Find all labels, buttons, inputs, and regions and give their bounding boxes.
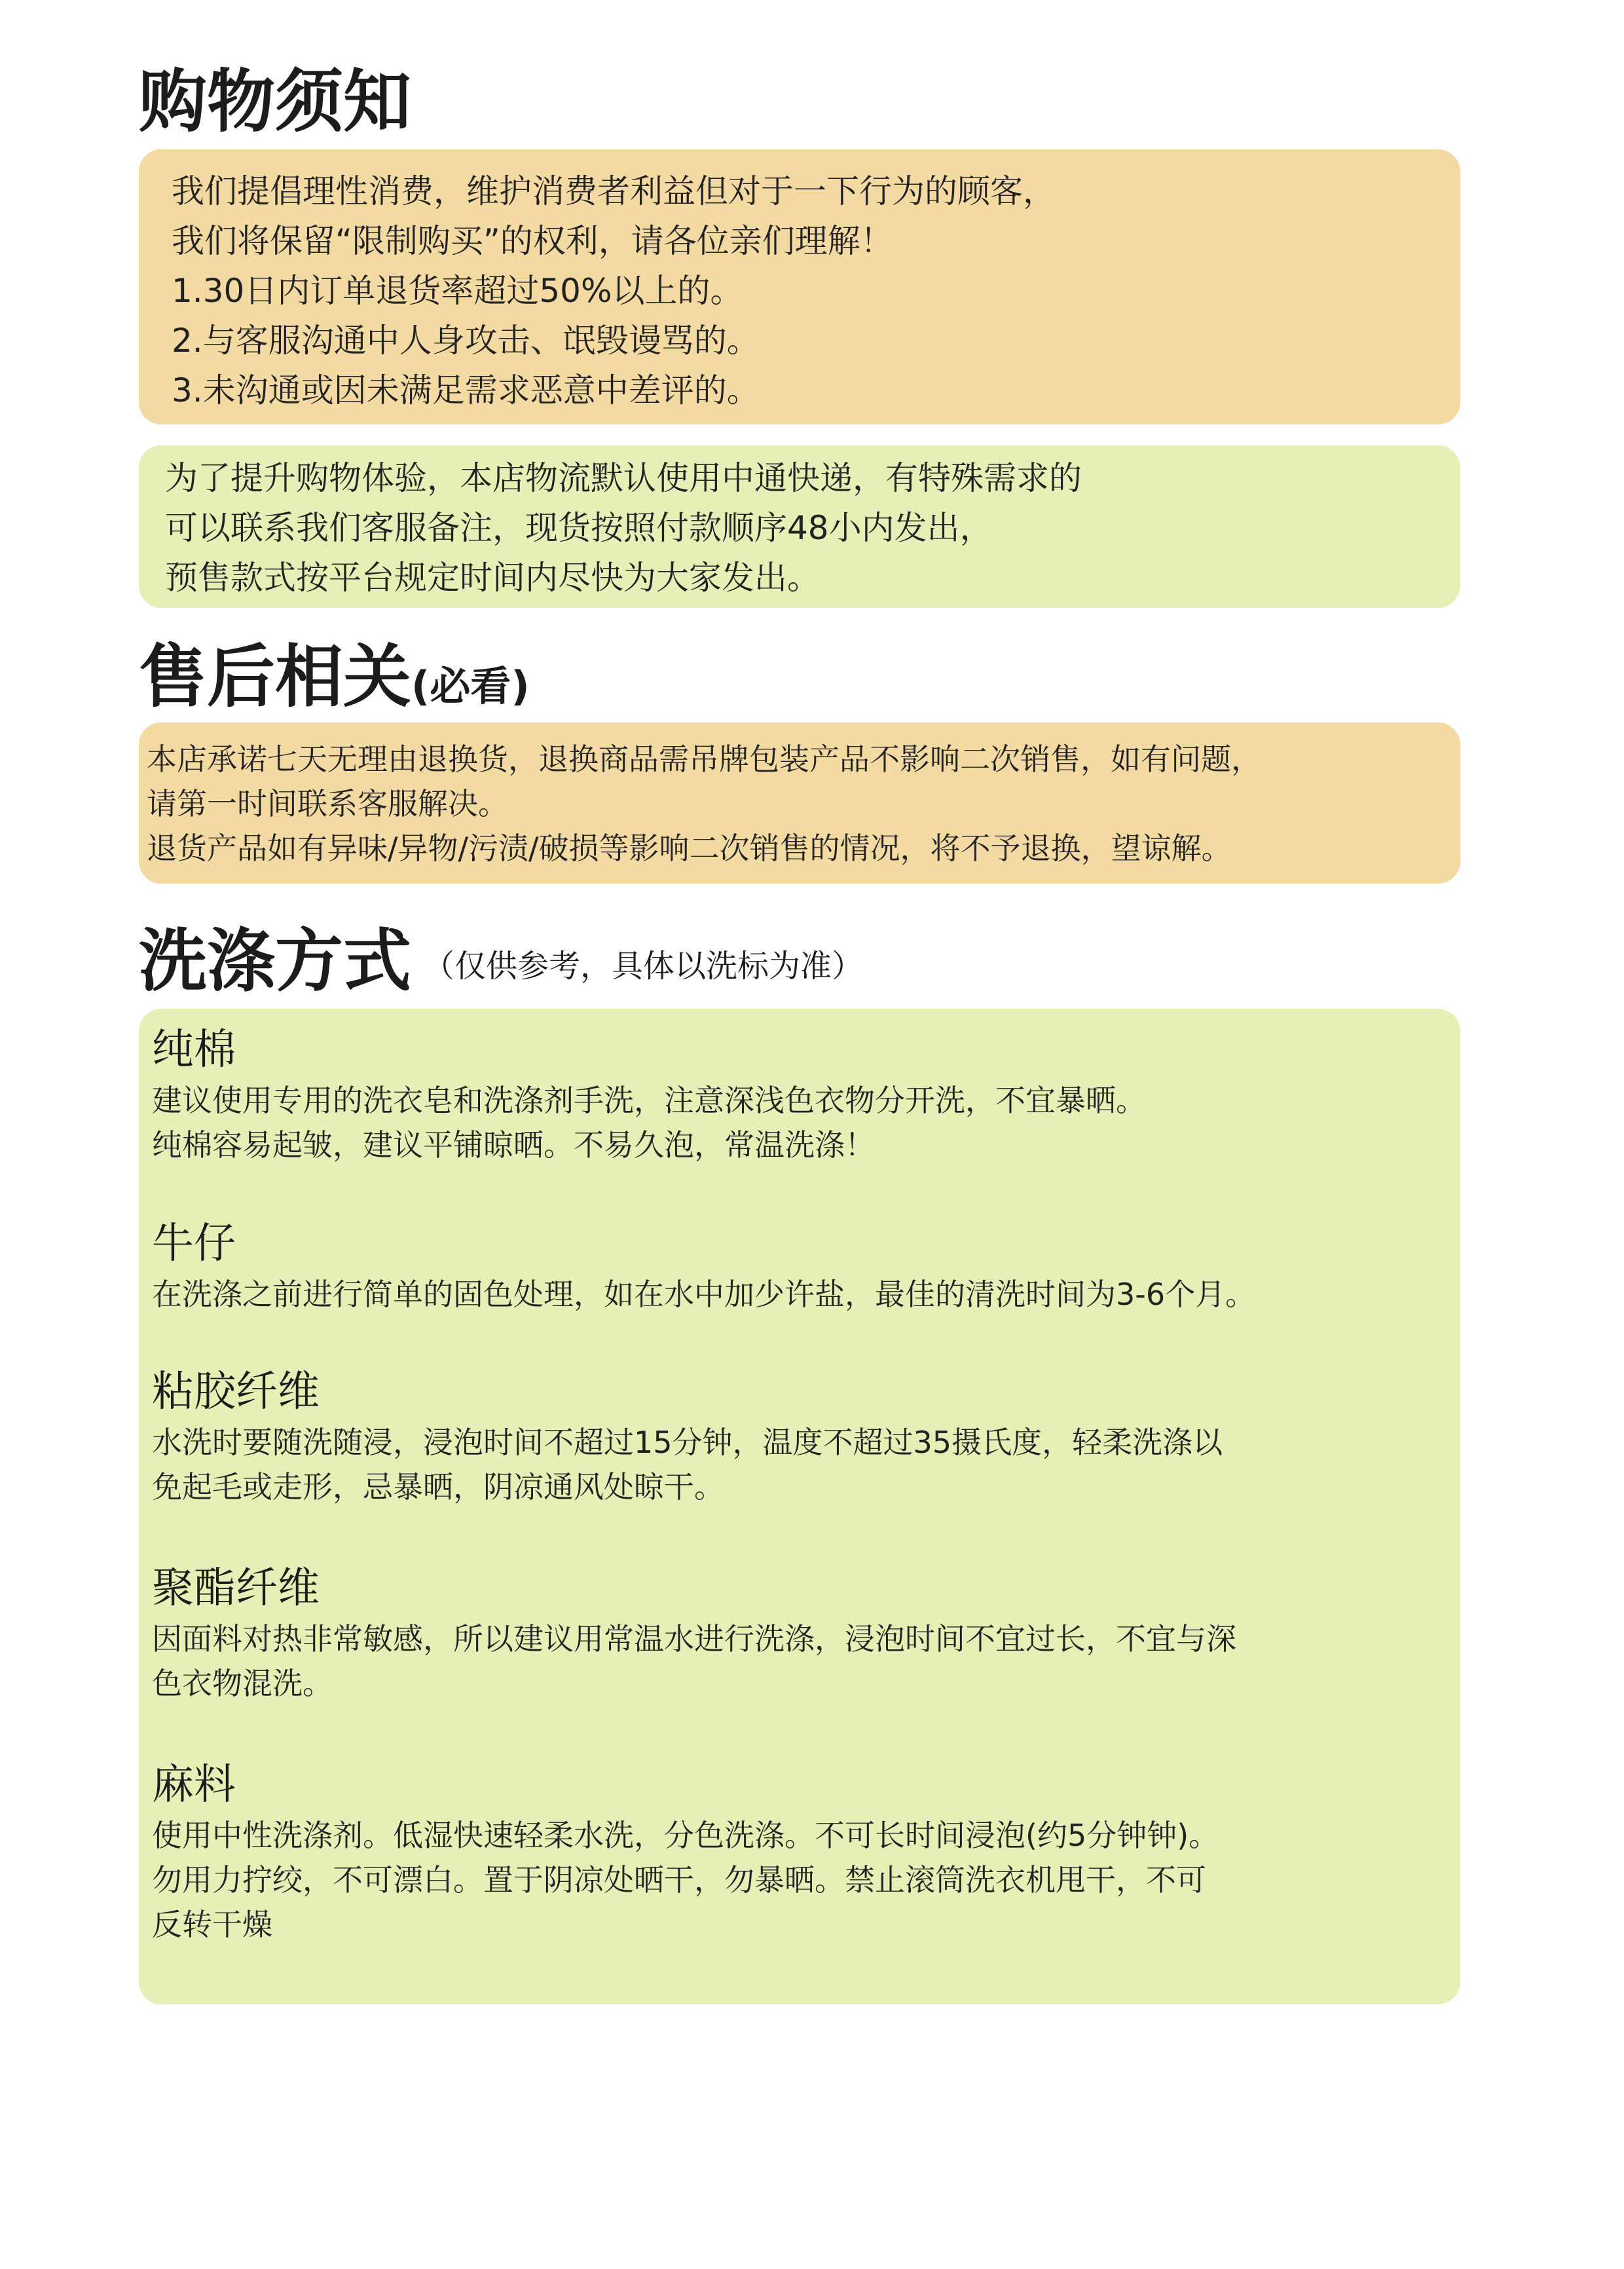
wash-item-linen <box>152 1757 1460 1947</box>
washing-instructions-box <box>139 1009 1460 2004</box>
after-sales-line: 退货产品如有异味/异物/污渍/破损等影响二次销售的情况，将不予退换，望谅解。 <box>147 831 1232 866</box>
shipping-line: 为了提升购物体验，本店物流默认使用中通快递，有特殊需求的 <box>165 459 1082 497</box>
after-sales-title-main: 售后相关 <box>139 637 412 717</box>
wash-item-viscose <box>152 1364 1460 1560</box>
wash-item-line: 纯棉容易起皱，建议平铺晾晒。不易久泡，常温洗涤！ <box>152 1127 875 1163</box>
wash-item-line: 建议使用专用的洗衣皂和洗涤剂手洗，注意深浅色衣物分开洗，不宜暴晒。 <box>152 1083 1146 1118</box>
wash-item-line: 因面料对热非常敏感，所以建议用常温水进行洗涤，浸泡时间不宜过长，不宜与深 <box>152 1621 1236 1657</box>
washing-title-main: 洗涤方式 <box>139 921 412 1001</box>
after-sales-box <box>139 722 1460 884</box>
wash-item-line: 水洗时要随洗随浸，浸泡时间不超过15分钟，温度不超过35摄氏度，轻柔洗涤以 <box>152 1425 1223 1460</box>
wash-item-line: 色衣物混洗。 <box>152 1666 333 1701</box>
washing-title <box>139 918 863 1009</box>
wash-item-line: 使用中性洗涤剂。低湿快速轻柔水洗，分色洗涤。不可长时间浸泡(约5分钟钟)。 <box>152 1818 1219 1853</box>
wash-item-line: 勿用力拧绞，不可漂白。置于阴凉处晒干，勿暴晒。禁止滚筒洗衣机甩干，不可 <box>152 1862 1206 1898</box>
after-sales-title <box>139 634 530 729</box>
shipping-info-box <box>139 445 1460 608</box>
wash-item-title: 麻料 <box>152 1761 236 1809</box>
policy-line: 1.30日内订单退货率超过50%以上的。 <box>172 272 743 310</box>
wash-item-line: 反转干燥 <box>152 1907 272 1942</box>
wash-item-title: 聚酯纤维 <box>152 1564 320 1613</box>
policy-line: 我们提倡理性消费，维护消费者利益但对于一下行为的顾客， <box>172 172 1056 210</box>
wash-item-polyester <box>152 1560 1460 1757</box>
shipping-line: 预售款式按平台规定时间内尽快为大家发出。 <box>165 559 820 597</box>
policy-line: 2.与客服沟通中人身攻击、氓毁谩骂的。 <box>172 322 760 360</box>
shipping-line: 可以联系我们客服备注，现货按照付款顺序48小内发出， <box>165 509 993 547</box>
washing-title-note: （仅供参考，具体以洗标为准） <box>423 948 864 984</box>
wash-item-title: 牛仔 <box>152 1220 236 1268</box>
wash-item-line: 在洗涤之前进行简单的固色处理，如在水中加少许盐，最佳的清洗时间为3-6个月。 <box>152 1277 1256 1312</box>
wash-item-title: 纯棉 <box>152 1026 236 1074</box>
wash-item-line: 免起毛或走形，忌暴晒，阴凉通风处晾干。 <box>152 1469 724 1505</box>
policy-line: 我们将保留“限制购买”的权利，请各位亲们理解！ <box>172 222 893 260</box>
purchase-policy-box <box>139 149 1460 424</box>
wash-item-title: 粘胶纤维 <box>152 1368 320 1416</box>
after-sales-line: 请第一时间联系客服解决。 <box>147 786 508 821</box>
policy-line: 3.未沟通或因未满足需求恶意中差评的。 <box>172 371 760 409</box>
after-sales-line: 本店承诺七天无理由退换货，退换商品需吊牌包装产品不影响二次销售，如有问题， <box>147 741 1261 777</box>
wash-item-denim <box>152 1216 1460 1364</box>
shopping-notice-title: 购物须知 <box>139 62 412 141</box>
after-sales-title-suffix: (必看) <box>411 662 530 710</box>
wash-item-cotton <box>152 1022 1460 1216</box>
